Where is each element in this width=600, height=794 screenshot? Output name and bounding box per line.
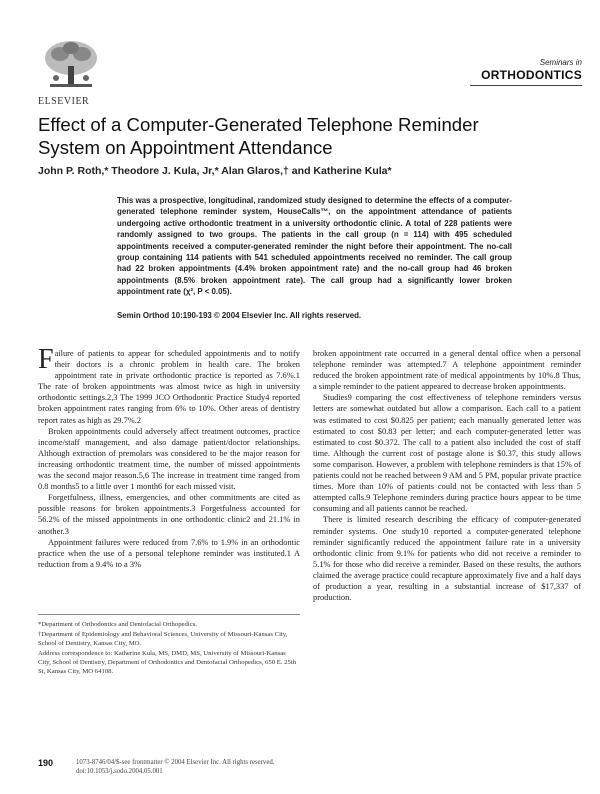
paragraph: Forgetfulness, illness, emergencies, and other commitments are cited as possible reasons for broken appointments.3 Forgetfulness accounted for 56.2% of the missed appointments in one orthodontic clinic2 and 21.1% in another.3 xyxy=(38,493,300,536)
title-line-1: Effect of a Computer-Generated Telephone Reminder xyxy=(38,114,479,135)
footnote: *Department of Orthodontics and Dentofacial Orthopedics. xyxy=(38,621,197,628)
issn-line: 1073-8746/04/$-see frontmatter © 2004 Elsevier Inc. All rights reserved. xyxy=(76,759,275,766)
page-number: 190 xyxy=(38,758,54,768)
body-column-left xyxy=(38,344,300,570)
journal-name: ORTHODONTICS xyxy=(481,68,582,82)
tree-logo-icon xyxy=(38,38,104,94)
journal-series: Seminars in xyxy=(539,58,582,67)
publication-info xyxy=(76,758,376,776)
abstract: This was a prospective, longitudinal, randomized study designed to determine the effects of a computer-generated telephone reminder system, HouseCalls™, on the appointment attendance of patients undergoing active orthodontic treatment in a university orthodontic clinic. A total of 228 patients were randomly assigned to two groups. The patients in the call group (n = 114) with 495 scheduled appointments received a computer-generated reminder the night before their appointment. The no-call group containing 114 patients with 541 scheduled appointments received no reminder. The call group had 22 broken appointments (4.4% broken appointment rate) and the no-call group had 46 broken appointments (8.5% broken appointment rate). The call group had a significantly lower broken appointment rate (χ², P < 0.05). xyxy=(117,196,512,297)
publisher-logo xyxy=(38,38,104,94)
paragraph: broken appointment rate occurred in a general dental office when a personal telephone reminder was attempted.7 A telephone appointment reminder reduced the broken appointment rate of medical appointments by 10%.8 Thus, a simple reminder to the patient appeared to decrease broken appointments. xyxy=(313,349,581,392)
title-line-2: System on Appointment Attendance xyxy=(38,137,333,158)
doi-line: doi:10.1053/j.sodo.2004.05.001 xyxy=(76,768,163,775)
author-list: John P. Roth,* Theodore J. Kula, Jr,* Alan Glaros,† and Katherine Kula* xyxy=(38,165,392,177)
paragraph: Failure of patients to appear for scheduled appointments and to notify their doctors is a chronic problem in health care. The broken appointment rate in private orthodontic practice is reported as 7.6%.1 The rate of broken appointments was almost twice as high in university orthodontic settings.2,3 The 1999 JCO Orthodontic Practice Study4 reported broken appointment rates ranging from 6% to 10%. Other areas of dentistry report rates as high as 29.7%.2 xyxy=(38,344,300,425)
citation-line: Semin Orthod 10:190-193 © 2004 Elsevier Inc. All rights reserved. xyxy=(117,311,362,320)
drop-cap: F xyxy=(38,344,54,375)
body-column-right xyxy=(313,348,581,603)
footnotes xyxy=(38,620,300,677)
footnote: Address correspondence to: Katherine Kula, MS, DMD, MS, University of Missouri-Kansas City, School of Dentistry, Department of Orthodontics and Dentofacial Orthopedics, 650 E. 25th St, Kansas City, MO 64108. xyxy=(38,650,297,675)
footnote: †Department of Epidemiology and Behavioral Sciences, University of Missouri-Kansas City, School of Dentistry, Kansas City, MO. xyxy=(38,631,288,647)
footnote-divider xyxy=(38,614,300,615)
paragraph: There is limited research describing the efficacy of computer-generated reminder systems. One study10 reported a computer-generated telephone reminder significantly reduced the appointment failure rate in a university orthodontic clinic from 9.1% for patients who did not receive a reminder to 5.1% for those who did receive a reminder. Based on these results, the authors claimed the average practice could recapture approximately five and a half days of production a year, resulting in a substantial increase of $17,337 of production. xyxy=(313,515,581,603)
paragraph: Studies9 comparing the cost effectiveness of telephone reminders versus letters are somewhat outdated but allow a comparison. Each call to a patient was estimated to cost $0.825 per patient; each manually generated letter was estimated to cost $0.83 per letter; and each computer-generated letter was estimated to cost $0.372. The call to a patient also included the cost of staff time. Although the current cost of postage alone is $0.37, this study allows some comparison. However, a problem with telephone reminders is that 15% of patients could not be reached between 9 AM and 5 PM, popular private practice times. More than 10% of patients could not be contacted with less than 5 attempted calls.9 Telephone reminders during practice hours appear to be time consuming and all patients cannot be reached. xyxy=(313,393,581,514)
journal-divider xyxy=(470,85,582,86)
article-title xyxy=(38,113,578,159)
publisher-name: ELSEVIER xyxy=(38,96,90,107)
paragraph: Broken appointments could adversely affect treatment outcomes, practice income/staff management, and also damage patient/doctor relationships. Although extraction of premolars was considered to be the major reason for increasing orthodontic treatment time, the number of missed appointments was the second major reason.5,6 The increase in treatment time ranged from 0.8 months5 to a little over 1 month6 for each missed visit. xyxy=(38,426,300,492)
paragraph: Appointment failures were reduced from 7.6% to 1.9% in an orthodontic practice when the use of a personal telephone reminder was instituted.1 A reduction from a 9.4% to a 3% xyxy=(38,537,300,569)
